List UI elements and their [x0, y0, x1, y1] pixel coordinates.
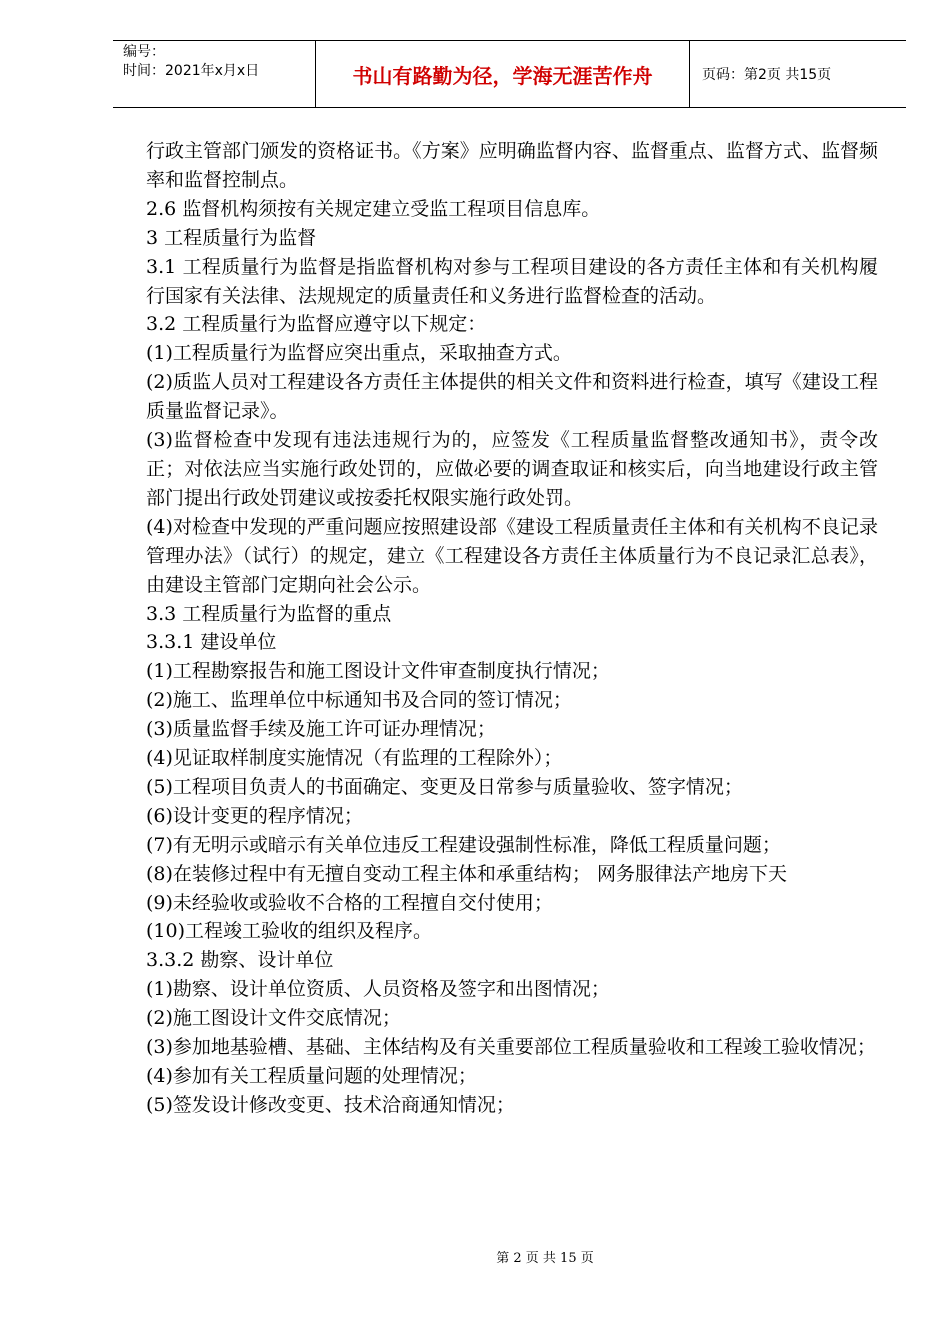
paragraph: 行政主管部门颁发的资格证书。《方案》应明确监督内容、监督重点、监督方式、监督频率和监督控制点。 — [146, 140, 878, 191]
document-time-label: 时间：2021年x月x日 — [123, 63, 260, 79]
page-header — [113, 40, 906, 108]
header-motto: 书山有路勤为径，学海无涯苦作舟 — [316, 41, 690, 107]
header-meta — [113, 41, 316, 107]
paragraph: 3.2 工程质量行为监督应遵守以下规定： — [146, 313, 487, 336]
list-item: (2)质监人员对工程建设各方责任主体提供的相关文件和资料进行检查，填写《建设工程质量监督记录》。 — [146, 371, 878, 423]
subsection-heading: 3.3.1 建设单位 — [146, 631, 277, 654]
list-item: (3)质量监督手续及施工许可证办理情况； — [146, 718, 496, 741]
subsection-heading: 3.3.2 勘察、设计单位 — [146, 949, 334, 972]
document-body — [146, 137, 878, 1120]
list-item: (5)签发设计修改变更、技术洽商通知情况； — [146, 1093, 515, 1116]
section-heading: 3 工程质量行为监督 — [146, 226, 317, 249]
list-item: (6)设计变更的程序情况； — [146, 804, 363, 827]
list-item: (1)勘察、设计单位资质、人员资格及签字和出图情况； — [146, 978, 610, 1001]
list-item: (8)在装修过程中有无擅自变动工程主体和承重结构； 网务服律法产地房下天 — [146, 862, 787, 885]
list-item: (3)参加地基验槽、基础、主体结构及有关重要部位工程质量验收和工程竣工验收情况； — [146, 1036, 876, 1059]
list-item: (1)工程质量行为监督应突出重点，采取抽查方式。 — [146, 342, 572, 365]
list-item: (2)施工图设计文件交底情况； — [146, 1007, 401, 1030]
list-item: (10)工程竣工验收的组织及程序。 — [146, 920, 433, 943]
paragraph: 3.1 工程质量行为监督是指监督机构对参与工程项目建设的各方责任主体和有关机构履行国家有关法律、法规规定的质量责任和义务进行监督检查的活动。 — [146, 255, 878, 307]
list-item: (2)施工、监理单位中标通知书及合同的签订情况； — [146, 689, 572, 712]
page-footer: 第 2 页 共 15 页 — [496, 1251, 594, 1266]
list-item: (4)对检查中发现的严重问题应按照建设部《建设工程质量责任主体和有关机构不良记录管理办法》（试行）的规定，建立《工程建设各方责任主体质量行为不良记录汇总表》，由建设主管部门定期向社会公示。 — [146, 515, 878, 596]
list-item: (1)工程勘察报告和施工图设计文件审查制度执行情况； — [146, 660, 610, 683]
list-item: (4)见证取样制度实施情况（有监理的工程除外）； — [146, 747, 563, 770]
paragraph: 2.6 监督机构须按有关规定建立受监工程项目信息库。 — [146, 197, 601, 220]
list-item: (7)有无明示或暗示有关单位违反工程建设强制性标准，降低工程质量问题； — [146, 833, 781, 856]
header-page-info: 页码：第2页 共15页 — [702, 67, 832, 83]
list-item: (3)监督检查中发现有违法违规行为的，应签发《工程质量监督整改通知书》，责令改正；对依法应当实施行政处罚的，应做必要的调查取证和核实后，向当地建设行政主管部门提出行政处罚建议或按委托权限实施行政处罚。 — [146, 429, 878, 509]
list-item: (5)工程项目负责人的书面确定、变更及日常参与质量验收、签字情况； — [146, 775, 743, 798]
list-item: (9)未经验收或验收不合格的工程擅自交付使用； — [146, 891, 553, 914]
document-number-label: 编号： — [123, 44, 165, 60]
list-item: (4)参加有关工程质量问题的处理情况； — [146, 1065, 477, 1087]
section-heading: 3.3 工程质量行为监督的重点 — [146, 602, 392, 625]
